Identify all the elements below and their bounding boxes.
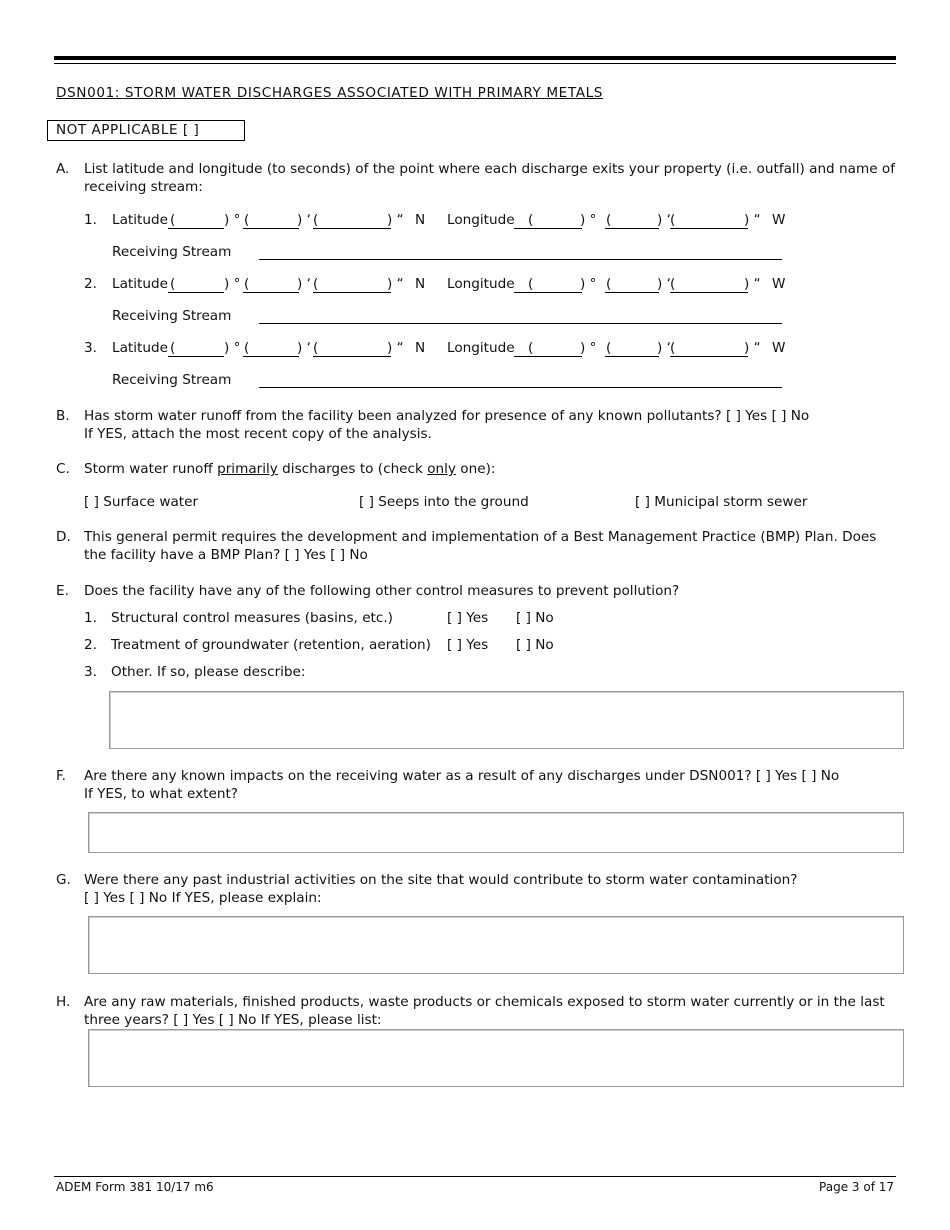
not-applicable-checkbox[interactable]: NOT APPLICABLE [ ] [56, 122, 200, 138]
page-number: Page 3 of 17 [819, 1180, 894, 1194]
lat-minutes-field[interactable] [243, 356, 299, 357]
receiving-stream-label: Receiving Stream [112, 244, 232, 260]
section-f-question[interactable]: Are there any known impacts on the receiving water as a result of any discharges under DSN001? [ ] Yes [ ] No [84, 768, 840, 784]
lat-deg-open: ( [170, 340, 176, 356]
section-h-letter: H. [56, 994, 71, 1010]
section-b-note: If YES, attach the most recent copy of the analysis. [84, 426, 432, 442]
lat-sec-close: ) “ [387, 276, 404, 292]
row-number: 3. [84, 340, 97, 356]
lat-minutes-field[interactable] [243, 292, 299, 293]
structural-control-label: Structural control measures (basins, etc.) [111, 610, 393, 626]
lat-deg-open: ( [170, 276, 176, 292]
other-measures-textarea[interactable] [109, 691, 904, 749]
lat-deg-close: ) ° [224, 340, 241, 356]
lat-deg-close: ) ° [224, 276, 241, 292]
section-h-options[interactable]: three years? [ ] Yes [ ] No If YES, please list: [84, 1012, 382, 1028]
past-activities-textarea[interactable] [88, 916, 904, 974]
e-item-number: 3. [84, 664, 97, 680]
section-c-primarily: primarily [217, 461, 278, 477]
north-label: N [415, 212, 426, 228]
section-b-letter: B. [56, 408, 70, 424]
lon-seconds-field[interactable] [670, 228, 748, 229]
lon-min-open: ( [606, 340, 612, 356]
lat-sec-open: ( [313, 276, 319, 292]
lon-minutes-field[interactable] [605, 228, 659, 229]
lat-min-close: ) ‘ [297, 340, 311, 356]
lat-sec-close: ) “ [387, 340, 404, 356]
section-b-question[interactable]: Has storm water runoff from the facility been analyzed for presence of any known pollutants? [ ] Yes [ ] No [84, 408, 810, 424]
latitude-label: Latitude [112, 212, 168, 228]
lat-deg-close: ) ° [224, 212, 241, 228]
receiving-stream-label: Receiving Stream [112, 372, 232, 388]
longitude-label: Longitude [447, 276, 515, 292]
exposed-materials-textarea[interactable] [88, 1029, 904, 1087]
section-g-letter: G. [56, 872, 71, 888]
section-c-letter: C. [56, 461, 70, 477]
section-g-options[interactable]: [ ] Yes [ ] No If YES, please explain: [84, 890, 322, 906]
section-c-question [84, 461, 496, 477]
row-number: 1. [84, 212, 97, 228]
groundwater-treatment-label: Treatment of groundwater (retention, aeration) [111, 637, 431, 653]
longitude-label: Longitude [447, 340, 515, 356]
section-d-question[interactable]: This general permit requires the development and implementation of a Best Management Practice (BMP) Plan. Does the facility have a BMP Plan? [ ] Yes [ ] No [84, 529, 877, 563]
groundwater-treatment-yes[interactable]: [ ] Yes [447, 637, 489, 653]
top-rule-thick [54, 56, 896, 60]
lat-seconds-field[interactable] [313, 356, 391, 357]
west-label: W [772, 340, 786, 356]
lon-minutes-field[interactable] [605, 292, 659, 293]
lon-deg-open: ( [528, 212, 534, 228]
lon-min-close: ) ‘ [657, 340, 671, 356]
lon-leading-line [514, 356, 528, 357]
lat-min-close: ) ‘ [297, 276, 311, 292]
lon-sec-open: ( [670, 340, 676, 356]
lat-sec-open: ( [313, 212, 319, 228]
lat-seconds-field[interactable] [313, 228, 391, 229]
lon-deg-close: ) ° [580, 340, 597, 356]
structural-control-yes[interactable]: [ ] Yes [447, 610, 489, 626]
west-label: W [772, 212, 786, 228]
receiving-stream-field[interactable] [259, 387, 782, 388]
receiving-stream-label: Receiving Stream [112, 308, 232, 324]
form-id: ADEM Form 381 10/17 m6 [56, 1180, 214, 1194]
other-measures-label: Other. If so, please describe: [111, 664, 306, 680]
section-c-only: only [427, 461, 456, 477]
lat-min-open: ( [244, 212, 250, 228]
lon-sec-close: ) “ [744, 212, 761, 228]
lon-minutes-field[interactable] [605, 356, 659, 357]
lat-sec-open: ( [313, 340, 319, 356]
impacts-textarea[interactable] [88, 812, 904, 853]
section-a-letter: A. [56, 161, 70, 177]
seeps-ground-checkbox[interactable]: [ ] Seeps into the ground [359, 494, 529, 510]
lat-degrees-field[interactable] [168, 228, 224, 229]
municipal-sewer-checkbox[interactable]: [ ] Municipal storm sewer [635, 494, 808, 510]
lon-deg-close: ) ° [580, 212, 597, 228]
page-title: DSN001: STORM WATER DISCHARGES ASSOCIATED WITH PRIMARY METALS [56, 85, 604, 101]
lon-deg-open: ( [528, 340, 534, 356]
lon-seconds-field[interactable] [670, 292, 748, 293]
section-d-letter: D. [56, 529, 71, 545]
e-item-number: 1. [84, 610, 97, 626]
lon-deg-close: ) ° [580, 276, 597, 292]
lat-degrees-field[interactable] [168, 292, 224, 293]
north-label: N [415, 276, 426, 292]
lat-degrees-field[interactable] [168, 356, 224, 357]
lon-seconds-field[interactable] [670, 356, 748, 357]
row-number: 2. [84, 276, 97, 292]
longitude-label: Longitude [447, 212, 515, 228]
lat-deg-open: ( [170, 212, 176, 228]
groundwater-treatment-no[interactable]: [ ] No [516, 637, 554, 653]
lon-deg-open: ( [528, 276, 534, 292]
lon-degrees-field[interactable] [528, 292, 582, 293]
lon-sec-close: ) “ [744, 276, 761, 292]
lat-min-open: ( [244, 276, 250, 292]
lon-degrees-field[interactable] [528, 356, 582, 357]
lon-leading-line [514, 292, 528, 293]
lon-min-close: ) ‘ [657, 276, 671, 292]
section-c-text-pre: Storm water runoff [84, 461, 218, 477]
lat-minutes-field[interactable] [243, 228, 299, 229]
north-label: N [415, 340, 426, 356]
section-g-question: Were there any past industrial activities on the site that would contribute to storm water contamination? [84, 872, 798, 888]
lat-min-open: ( [244, 340, 250, 356]
lon-degrees-field[interactable] [528, 228, 582, 229]
lat-sec-close: ) “ [387, 212, 404, 228]
section-c-text-post: one): [455, 461, 496, 477]
latitude-label: Latitude [112, 276, 168, 292]
lon-sec-open: ( [670, 212, 676, 228]
section-c-text-mid: discharges to (check [277, 461, 428, 477]
lon-leading-line [514, 228, 528, 229]
receiving-stream-field[interactable] [259, 259, 782, 260]
receiving-stream-field[interactable] [259, 323, 782, 324]
section-h-question: Are any raw materials, finished products, waste products or chemicals exposed to storm water currently or in the last [84, 994, 885, 1010]
latitude-label: Latitude [112, 340, 168, 356]
top-rule-thin [54, 63, 896, 64]
section-f-letter: F. [56, 768, 66, 784]
section-a-question: List latitude and longitude (to seconds) of the point where each discharge exits your property (i.e. outfall) and name of receiving stream: [84, 161, 895, 195]
section-e-letter: E. [56, 583, 69, 599]
section-e-question: Does the facility have any of the following other control measures to prevent pollution? [84, 583, 680, 599]
section-f-followup: If YES, to what extent? [84, 786, 238, 802]
lon-sec-open: ( [670, 276, 676, 292]
lon-sec-close: ) “ [744, 340, 761, 356]
lon-min-open: ( [606, 212, 612, 228]
lat-min-close: ) ‘ [297, 212, 311, 228]
e-item-number: 2. [84, 637, 97, 653]
lon-min-close: ) ‘ [657, 212, 671, 228]
lat-seconds-field[interactable] [313, 292, 391, 293]
surface-water-checkbox[interactable]: [ ] Surface water [84, 494, 199, 510]
lon-min-open: ( [606, 276, 612, 292]
structural-control-no[interactable]: [ ] No [516, 610, 554, 626]
west-label: W [772, 276, 786, 292]
footer-rule [54, 1176, 896, 1177]
